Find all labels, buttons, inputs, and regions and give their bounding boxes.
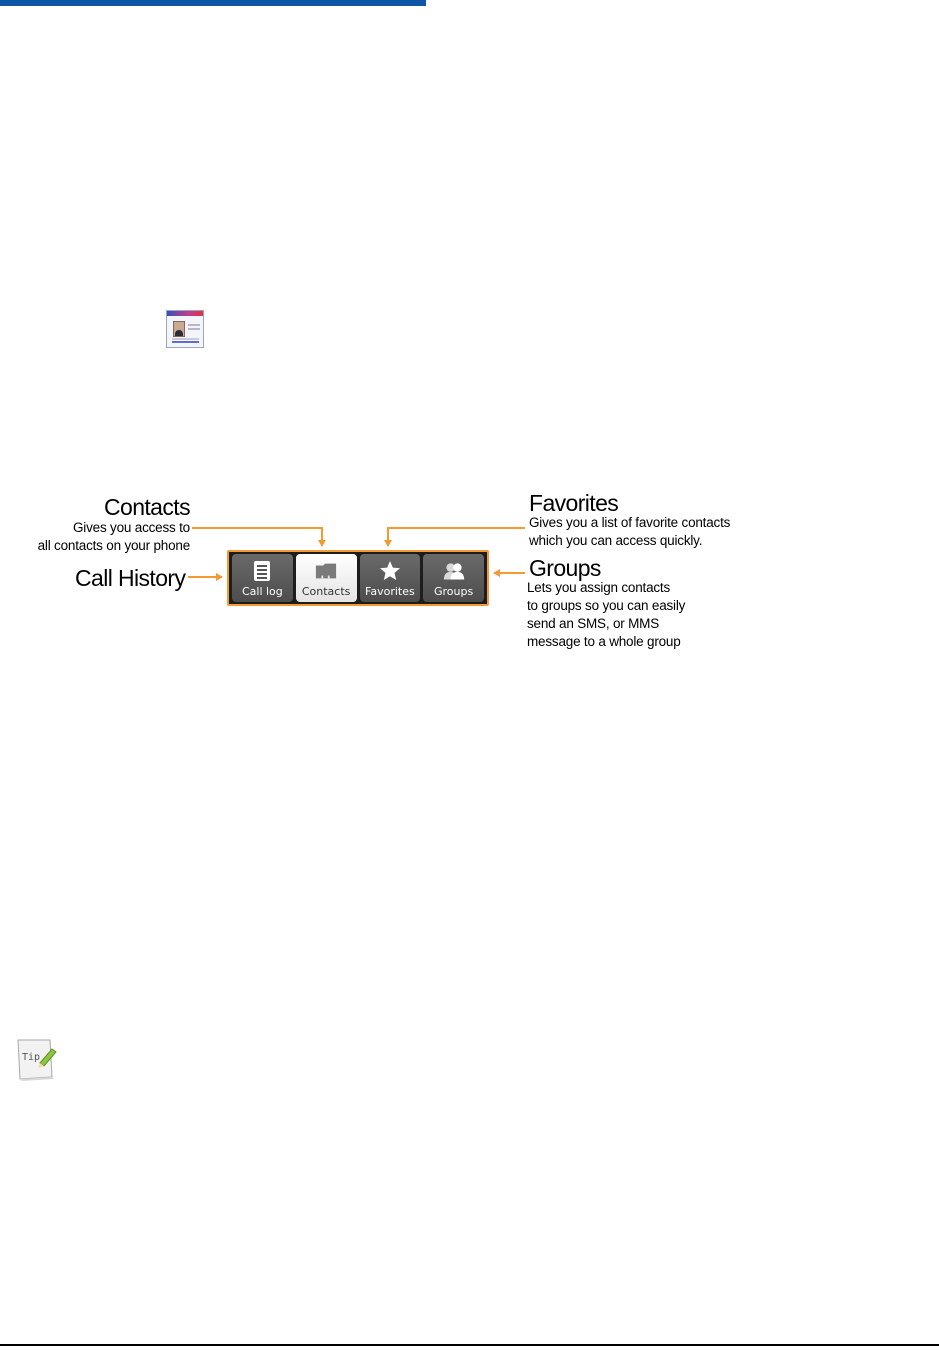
contacts-callout-description: Gives you access to all contacts on your phone [37,520,190,553]
contacts-arrow [192,528,322,546]
tab-groups[interactable] [423,554,484,602]
star-icon [379,560,401,582]
call-history-callout-title: Call History [75,565,186,591]
tab-contacts-label: Contacts [301,585,351,598]
tab-groups-label: Groups [434,585,474,598]
tab-call-log[interactable] [232,554,293,602]
tab-favorites-label: Favorites [365,585,415,598]
favorites-callout-description: Gives you a list of favorite contacts which you can access quickly. [529,515,731,548]
groups-callout-title: Groups [529,555,601,581]
contacts-folder-icon [315,560,337,582]
favorites-callout-title: Favorites [529,490,619,516]
tip-icon-text: Tip [22,1052,41,1063]
tab-call-log-label: Call log [241,585,283,598]
groups-icon [443,560,465,582]
header-rule [0,0,426,6]
contacts-app-icon [166,310,204,348]
footer-rule [0,1344,939,1346]
favorites-arrow [388,528,525,546]
tip-icon [16,1037,58,1081]
contacts-callout-title: Contacts [104,494,190,520]
tab-contacts[interactable] [296,554,357,602]
contacts-tabs-figure [0,480,939,670]
groups-callout-description: Lets you assign contacts to groups so you can easily send an SMS, or MMS message to a whole group [527,580,686,649]
call-log-icon [251,560,273,582]
contacts-tab-bar [227,550,489,606]
tab-favorites[interactable] [360,554,421,602]
